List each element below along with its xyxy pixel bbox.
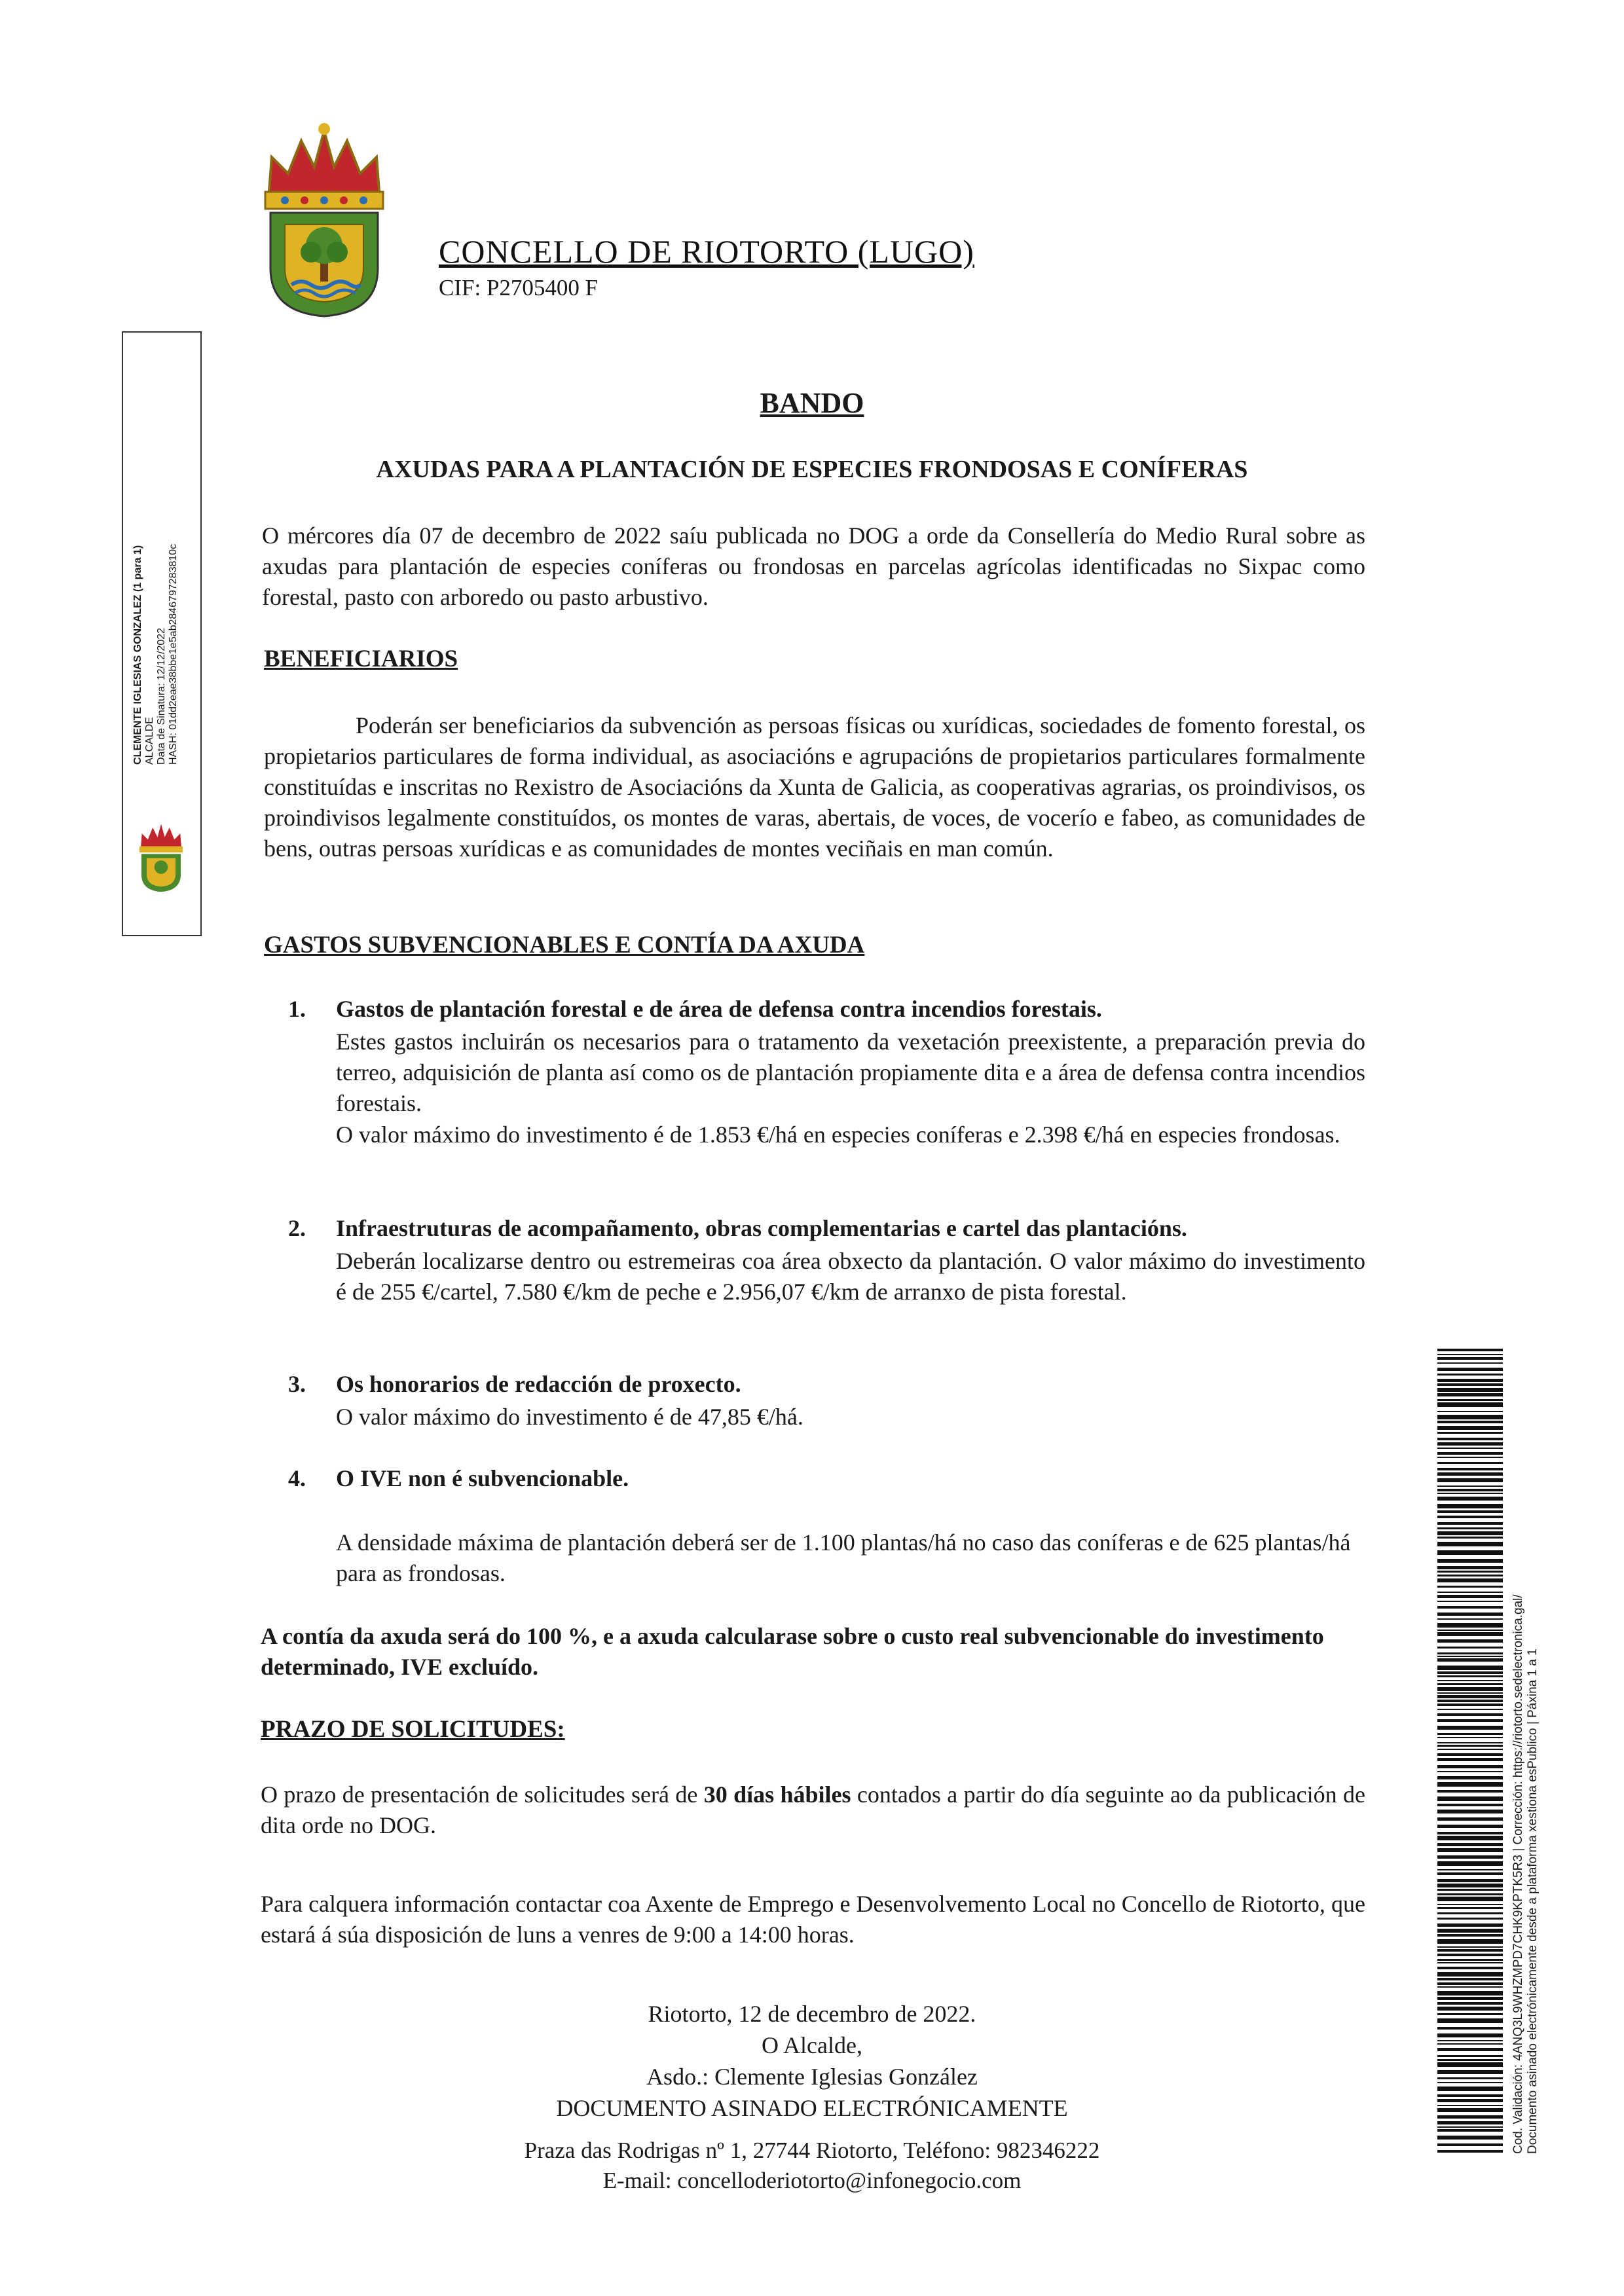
barcode-bar xyxy=(1437,1362,1503,1364)
barcode-bar xyxy=(1437,1986,1503,1988)
barcode-bar xyxy=(1437,1790,1503,1793)
footer xyxy=(354,2136,1270,2196)
barcode-bar xyxy=(1437,1666,1503,1670)
barcode-bar xyxy=(1437,1680,1503,1681)
barcode-bar xyxy=(1437,1907,1503,1909)
barcode-bar xyxy=(1437,1675,1503,1677)
barcode-bar xyxy=(1437,1687,1503,1691)
validation-code: Cod. Validación: 4ANQ3L9WHZMPD7CHK9KPTK5R3 | Corrección: https://riotorto.sedelectronica.gal/ xyxy=(1511,1594,1525,2154)
barcode-bar xyxy=(1437,1733,1503,1735)
barcode-bar xyxy=(1437,1923,1503,1927)
barcode-bar xyxy=(1437,1737,1503,1738)
barcode-bar xyxy=(1437,1656,1503,1657)
barcode-bar xyxy=(1437,1982,1503,1985)
barcode-bar xyxy=(1437,1879,1503,1882)
barcode-bar xyxy=(1437,2136,1503,2140)
signature-date: Data de Sinatura: 12/12/2022 xyxy=(156,627,167,765)
prazo-heading-colon: : xyxy=(557,1716,565,1743)
barcode-bar xyxy=(1437,1527,1503,1529)
barcode-bar xyxy=(1437,1758,1503,1761)
barcode-bar xyxy=(1437,1912,1503,1914)
barcode-bar xyxy=(1437,2082,1503,2083)
barcode-bar xyxy=(1437,1448,1503,1449)
barcode-bar xyxy=(1437,1978,1503,1980)
closing-block xyxy=(419,1998,1205,2124)
barcode-bar xyxy=(1437,2094,1503,2097)
barcode-bar xyxy=(1437,1934,1503,1937)
barcode-bar xyxy=(1437,1918,1503,1920)
barcode-bar xyxy=(1437,1884,1503,1887)
barcode-bar xyxy=(1437,1550,1503,1555)
barcode-bar xyxy=(1437,1683,1503,1685)
barcode-bar xyxy=(1437,1782,1503,1787)
barcode-bar xyxy=(1437,1726,1503,1730)
barcode-bar xyxy=(1437,2099,1503,2102)
barcode-bar xyxy=(1437,1402,1503,1407)
barcode-bar xyxy=(1437,1765,1503,1768)
barcode-bar xyxy=(1437,1510,1503,1513)
document-subtitle: AXUDAS PARA A PLANTACIÓN DE ESPECIES FRONDOSAS E CONÍFERAS xyxy=(376,456,1248,483)
barcode-bar xyxy=(1437,1745,1503,1747)
barcode-bar xyxy=(1437,1897,1503,1901)
barcode-bar xyxy=(1437,1393,1503,1396)
signature-hash: HASH: 01dd2eae38bbe1e5ab2846797283810c xyxy=(168,543,179,765)
barcode-bar xyxy=(1437,2043,1503,2045)
barcode-bar xyxy=(1437,1478,1503,1482)
barcode-bar xyxy=(1437,1939,1503,1944)
barcode-bar xyxy=(1437,1692,1503,1694)
barcode-bar xyxy=(1437,1817,1503,1821)
barcode-bar xyxy=(1437,1383,1503,1386)
barcode-bar xyxy=(1437,2077,1503,2079)
barcode-bar xyxy=(1437,1855,1503,1859)
prazo-paragraph xyxy=(261,1779,1365,1841)
barcode-bar xyxy=(1437,1489,1503,1491)
barcode-bar xyxy=(1437,2115,1503,2119)
item-text: O valor máximo do investimento é de 1.853 €/há en especies coníferas e 2.398 €/há en especies frondosas. xyxy=(336,1121,1340,1148)
barcode-bar xyxy=(1437,1749,1503,1750)
barcode-bar xyxy=(1437,1804,1503,1806)
barcode-bar xyxy=(1437,1531,1503,1535)
barcode-bar xyxy=(1437,1848,1503,1852)
item-title: O IVE non é subvencionable. xyxy=(336,1465,629,1491)
validation-barcode xyxy=(1437,1349,1503,2154)
barcode-bar xyxy=(1437,2013,1503,2015)
barcode-bar xyxy=(1437,1991,1503,1995)
barcode-bar xyxy=(1437,1810,1503,1813)
item-number: 1. xyxy=(288,996,306,1022)
barcode-bar xyxy=(1437,1516,1503,1518)
barcode-bar xyxy=(1437,1843,1503,1846)
barcode-bar xyxy=(1437,1442,1503,1446)
barcode-bar xyxy=(1437,2040,1503,2041)
barcode-bar xyxy=(1437,1415,1503,1419)
barcode-bar xyxy=(1437,1432,1503,1434)
barcode-bar xyxy=(1437,1595,1503,1598)
barcode-bar xyxy=(1437,1537,1503,1539)
barcode-bar xyxy=(1437,1796,1503,1801)
coat-of-arms-logo xyxy=(259,121,390,318)
barcode-bar xyxy=(1437,2059,1503,2061)
barcode-bar xyxy=(1437,2108,1503,2112)
validation-platform: Documento asinado electrónicamente desde a plataforma xestiona esPublico | Páxina 1 a 1 xyxy=(1526,1649,1540,2154)
barcode-bar xyxy=(1437,1949,1503,1952)
barcode-bar xyxy=(1437,1647,1503,1649)
item-text: Estes gastos incluirán os necesarios para o tratamento da vexetación preexistente, a preparación previa do terreo, adquisición de planta así como os de plantación propiamente dita e a área de defensa contra incendios forestais. xyxy=(336,1029,1365,1116)
barcode-bar xyxy=(1437,1954,1503,1956)
barcode-bar xyxy=(1437,1421,1503,1423)
barcode-bar xyxy=(1437,1962,1503,1963)
barcode-bar xyxy=(1437,2150,1503,2153)
barcode-bar xyxy=(1437,1357,1503,1360)
small-coat-of-arms-logo xyxy=(135,820,187,892)
barcode-bar xyxy=(1437,1776,1503,1779)
prazo-heading-text: PRAZO DE SOLICITUDES xyxy=(261,1716,557,1743)
barcode-bar xyxy=(1437,1771,1503,1772)
footer-email: E-mail: concelloderiotorto@infonegocio.com xyxy=(602,2168,1022,2193)
barcode-bar xyxy=(1437,2086,1503,2091)
barcode-bar xyxy=(1437,1719,1503,1722)
item-number: 2. xyxy=(288,1215,306,1241)
barcode-bar xyxy=(1437,1861,1503,1866)
electronic-signature-note: DOCUMENTO ASINADO ELECTRÓNICAMENTE xyxy=(556,2095,1068,2121)
item-number: 4. xyxy=(288,1465,306,1491)
barcode-bar xyxy=(1437,2055,1503,2057)
signer-line: Asdo.: Clemente Iglesias González xyxy=(646,2064,978,2090)
barcode-bar xyxy=(1437,1632,1503,1636)
barcode-bar xyxy=(1437,1618,1503,1620)
barcode-bar xyxy=(1437,1438,1503,1440)
prazo-heading xyxy=(261,1715,565,1743)
footer-address: Praza das Rodrigas nº 1, 27744 Riotorto, Teléfono: 982346222 xyxy=(524,2138,1100,2163)
barcode-bar xyxy=(1437,1825,1503,1828)
item-text: Deberán localizarse dentro ou estremeiras coa área obxecto da plantación. O valor máximo do investimento é de 255 €/cartel, 7.580 €/km de peche e 2.956,07 €/km de arranxo de pista forestal. xyxy=(336,1248,1365,1305)
barcode-bar xyxy=(1437,1946,1503,1948)
barcode-bar xyxy=(1437,1497,1503,1501)
signer-role-line: O Alcalde, xyxy=(762,2032,862,2058)
barcode-bar xyxy=(1437,2105,1503,2106)
gastos-heading: GASTOS SUBVENCIONABLES E CONTÍA DA AXUDA xyxy=(264,932,865,958)
barcode-bar xyxy=(1437,2062,1503,2067)
intro-paragraph: O mércores día 07 de decembro de 2022 saíu publicada no DOG a orde da Consellería do Medio Rural sobre as axudas para plantación de especies coníferas ou frondosas en parcelas agrícolas identificadas no Sixpac como forestal, pasto con arboredo ou pasto arbustivo. xyxy=(262,522,1365,610)
signature-box xyxy=(122,331,202,936)
barcode-bar xyxy=(1437,1586,1503,1588)
barcode-bar xyxy=(1437,2002,1503,2005)
barcode-bar xyxy=(1437,1869,1503,1870)
contact-paragraph: Para calquera información contactar coa Axente de Emprego e Desenvolvemento Local no Concello de Riotorto, que estará á súa disposición de luns a venres de 9:00 a 14:00 horas. xyxy=(261,1891,1365,1948)
place-date: Riotorto, 12 de decembro de 2022. xyxy=(648,2001,976,2027)
beneficiarios-heading: BENEFICIARIOS xyxy=(264,646,458,672)
barcode-bar xyxy=(1437,1601,1503,1602)
barcode-bar xyxy=(1437,1592,1503,1593)
barcode-bar xyxy=(1437,1967,1503,1969)
barcode-bar xyxy=(1437,2048,1503,2051)
signer-name: CLEMENTE IGLESIAS GONZALEZ (1 para 1) xyxy=(132,545,143,765)
item-title: Os honorarios de redacción de proxecto. xyxy=(336,1371,741,1397)
barcode-bar xyxy=(1437,1742,1503,1743)
barcode-bar xyxy=(1437,1504,1503,1508)
barcode-bar xyxy=(1437,1658,1503,1662)
document-title: BANDO xyxy=(760,387,864,419)
prazo-text: contados a partir do día seguinte ao da publicación de dita orde no DOG. xyxy=(261,1781,1366,1838)
prazo-text: O prazo de presentación de solicitudes será de xyxy=(261,1781,704,1808)
signer-role: ALCALDE xyxy=(144,717,155,765)
barcode-bar xyxy=(1437,1493,1503,1494)
beneficiarios-paragraph: Poderán ser beneficiarios da subvención as persoas físicas ou xurídicas, sociedades de fomento forestal, os propietarios particulares de forma individual, as asociacións e agrupacións de propietarios particulares formalmente constituídas e inscritas no Rexistro de Asociacións da Xunta de Galicia, as cooperativas agrarias, os proindivisos, os proindivisos legalmente constituídos, os montes de varas, abertais, de voces, de vocerío e fabeo, as comunidades de bens, outras persoas xurídicas e as comunidades de montes veciñais en man común. xyxy=(264,712,1365,862)
barcode-bar xyxy=(1437,1472,1503,1476)
validation-text xyxy=(1511,1460,1551,2154)
barcode-bar xyxy=(1437,2007,1503,2011)
barcode-bar xyxy=(1437,1542,1503,1546)
item-text: O valor máximo do investimento é de 47,85 €/há. xyxy=(336,1404,803,1430)
organization-title: CONCELLO DE RIOTORTO (LUGO) xyxy=(439,233,974,270)
item-number: 3. xyxy=(288,1371,306,1397)
barcode-bar xyxy=(1437,1575,1503,1576)
barcode-bar xyxy=(1437,1368,1503,1371)
barcode-bar xyxy=(1437,1997,1503,2000)
item-title: Infraestruturas de acompañamento, obras complementarias e cartel das plantacións. xyxy=(336,1215,1187,1241)
barcode-bar xyxy=(1437,1379,1503,1382)
barcode-bar xyxy=(1437,2018,1503,2023)
barcode-bar xyxy=(1437,2033,1503,2037)
barcode-bar xyxy=(1437,1559,1503,1563)
contia-paragraph: A contía da axuda será do 100 %, e a axuda calcularase sobre o custo real subvencionable do investimento determinado, IVE excluído. xyxy=(261,1623,1324,1680)
barcode-bar xyxy=(1437,1426,1503,1430)
barcode-bar xyxy=(1437,2027,1503,2030)
organization-cif: CIF: P2705400 F xyxy=(439,275,599,301)
barcode-bar xyxy=(1437,1652,1503,1654)
barcode-bar xyxy=(1437,1354,1503,1355)
barcode-bar xyxy=(1437,1374,1503,1376)
barcode-bar xyxy=(1437,1578,1503,1582)
item-title: Gastos de plantación forestal e de área de defensa contra incendios forestais. xyxy=(336,996,1102,1022)
barcode-bar xyxy=(1437,2129,1503,2132)
barcode-bar xyxy=(1437,1452,1503,1455)
barcode-bar xyxy=(1437,1606,1503,1609)
barcode-bar xyxy=(1437,1836,1503,1840)
barcode-bar xyxy=(1437,1623,1503,1628)
barcode-bar xyxy=(1437,1630,1503,1631)
barcode-bar xyxy=(1437,1566,1503,1569)
barcode-bar xyxy=(1437,1613,1503,1616)
barcode-bar xyxy=(1437,1753,1503,1756)
densidade-paragraph: A densidade máxima de plantación deberá ser de 1.100 plantas/há no caso das coníferas e de 625 plantas/há para as frondosas. xyxy=(336,1529,1351,1586)
barcode-bar xyxy=(1437,1571,1503,1573)
barcode-bar xyxy=(1437,1462,1503,1464)
barcode-bar xyxy=(1437,1700,1503,1702)
barcode-bar xyxy=(1437,1832,1503,1834)
barcode-bar xyxy=(1437,1972,1503,1977)
barcode-bar xyxy=(1437,1704,1503,1706)
barcode-bar xyxy=(1437,1399,1503,1401)
barcode-bar xyxy=(1437,1893,1503,1895)
barcode-bar xyxy=(1437,1695,1503,1698)
barcode-bar xyxy=(1437,1457,1503,1458)
barcode-bar xyxy=(1437,1929,1503,1933)
barcode-bar xyxy=(1437,1639,1503,1643)
barcode-bar xyxy=(1437,1388,1503,1392)
barcode-bar xyxy=(1437,1872,1503,1875)
prazo-days: 30 días hábiles xyxy=(703,1781,851,1808)
barcode-bar xyxy=(1437,2121,1503,2124)
barcode-bar xyxy=(1437,1522,1503,1525)
barcode-bar xyxy=(1437,1889,1503,1891)
barcode-bar xyxy=(1437,1959,1503,1961)
barcode-bar xyxy=(1437,2070,1503,2074)
barcode-bar xyxy=(1437,2126,1503,2128)
barcode-bar xyxy=(1437,1411,1503,1412)
barcode-bar xyxy=(1437,1349,1503,1351)
barcode-bar xyxy=(1437,1713,1503,1716)
barcode-bar xyxy=(1437,1904,1503,1905)
barcode-bar xyxy=(1437,1671,1503,1674)
barcode-bar xyxy=(1437,1468,1503,1470)
barcode-bar xyxy=(1437,1485,1503,1487)
barcode-bar xyxy=(1437,2143,1503,2146)
barcode-bar xyxy=(1437,1709,1503,1710)
